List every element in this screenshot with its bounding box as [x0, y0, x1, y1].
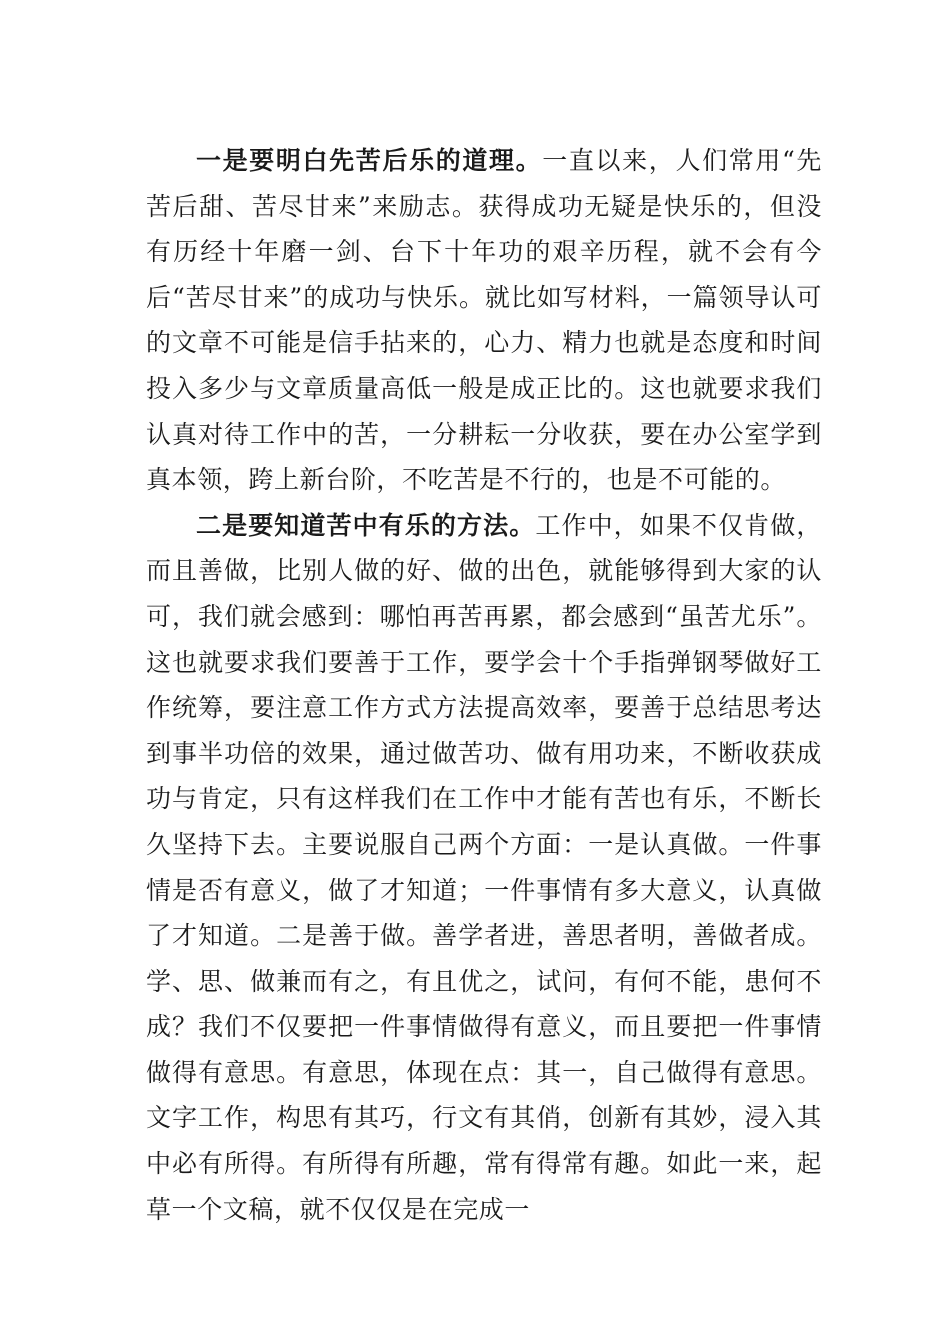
paragraph-two-text: 工作中，如果不仅肯做，而且善做，比别人做的好、做的出色，就能够得到大家的认可，我们就会感到：哪怕再苦再累，都会感到“虽苦尤乐”。这也就要求我们要善于工作，要学会十个手指弹钢琴做好工作统筹，要注意工作方式方法提高效率，要善于总结思考达到事半功倍的效果，通过做苦功、做有用功来，不断收获成功与肯定，只有这样我们在工作中才能有苦也有乐，不断长久坚持下去。主要说服自己两个方面：一是认真做。一件事情是否有意义，做了才知道；一件事情有多大意义，认真做了才知道。二是善于做。善学者进，善思者明，善做者成。学、思、做兼而有之，有且优之，试问，有何不能，患何不成？我们不仅要把一件事情做得有意义，而且要把一件事情做得有意思。有意思，体现在点：其一，自己做得有意思。文字工作，构思有其巧，行文有其俏，创新有其妙，浸入其中必有所得。有所得有所趣，常有得常有趣。如此一来，起草一个文稿，就不仅仅是在完成一 — [146, 510, 822, 1224]
paragraph-one-text: 一直以来，人们常用“先苦后甜、苦尽甘来”来励志。获得成功无疑是快乐的，但没有历经十年磨一剑、台下十年功的艰辛历程，就不会有今后“苦尽甘来”的成功与快乐。就比如写材料，一篇领导认可的文章不可能是信手拈来的，心力、精力也就是态度和时间投入多少与文章质量高低一般是成正比的。这也就要求我们认真对待工作中的苦，一分耕耘一分收获，要在办公室学到真本领，跨上新台阶，不吃苦是不行的，也是不可能的。 — [146, 146, 822, 495]
paragraph-one — [146, 138, 822, 503]
paragraph-two — [146, 503, 822, 1233]
document-body — [146, 138, 822, 1232]
paragraph-one-heading: 一是要明白先苦后乐的道理。 — [196, 146, 543, 175]
paragraph-two-heading: 二是要知道苦中有乐的方法。 — [196, 510, 536, 540]
